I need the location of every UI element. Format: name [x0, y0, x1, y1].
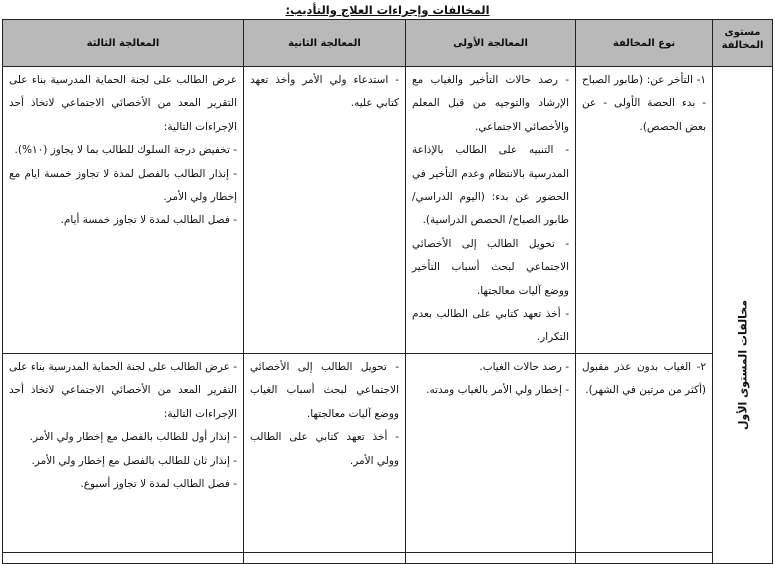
empty-cell	[406, 553, 576, 564]
violations-table	[2, 19, 773, 564]
table-row	[3, 67, 773, 354]
treatment-item: - إنذار ثان للطالب بالفصل مع إخطار ولي الأمر.	[31, 454, 237, 467]
table-header-row	[3, 20, 773, 67]
header-second-treatment: المعالجة الثانية	[244, 20, 406, 67]
third-treatment-cell	[3, 354, 244, 553]
treatment-item: - إخطار ولي الأمر بالغياب ومدته.	[426, 384, 569, 397]
treatment-item: - أخذ تعهد كتابي على الطالب بعدم التكرار.	[412, 308, 569, 344]
violation-cell: ٢- الغياب بدون عذر مقبول (أكثر من مرتين في الشهر).	[576, 354, 713, 553]
treatment-item: - رصد حالات التأخير والغياب مع الإرشاد والتوجيه من قبل المعلم والأخصائي الاجتماعي.	[412, 74, 569, 133]
treatment-item: - تحويل الطالب إلى الأخصائي الاجتماعي لبحث أسباب الغياب ووضع آليات معالجتها.	[250, 361, 399, 420]
third-treatment-cell	[3, 67, 244, 354]
table-row	[3, 354, 773, 553]
treatment-item: - تحويل الطالب إلى الأخصائي الاجتماعي لبحث أسباب التأخير ووضع آليات معالجتها.	[412, 237, 569, 297]
second-treatment-cell	[244, 354, 406, 553]
first-treatment-cell	[406, 67, 576, 354]
treatment-item: - رصد حالات الغياب.	[479, 361, 569, 373]
violation-cell: ١- التأخر عن: (طابور الصباح - بدء الحصة الأولى - عن بعض الحصص).	[576, 67, 713, 354]
second-treatment-cell	[244, 67, 406, 354]
treatment-item: - تخفيض درجة السلوك للطالب بما لا يجاوز (١٠%).	[14, 144, 237, 157]
treatment-item: - عرض الطالب على لجنة الحماية المدرسية بناء على التقرير المعد من الأخصائي الاجتماعي لاتخاذ أحد الإجراءات التالية:	[9, 361, 237, 420]
empty-cell	[244, 553, 406, 564]
treatment-item: عرض الطالب على لجنة الحماية المدرسية بناء على التقرير المعد من الأخصائي الاجتماعي لاتخاذ أحد الإجراءات التالية:	[9, 74, 237, 133]
header-third-treatment: المعالجة الثالثة	[3, 20, 244, 67]
header-first-treatment: المعالجة الأولى	[406, 20, 576, 67]
treatment-item: - إنذار الطالب بالفصل لمدة لا تجاوز خمسة ايام مع إخطار ولي الأمر.	[9, 167, 237, 204]
treatment-item: - فصل الطالب لمدة لا تجاوز خمسة أيام.	[60, 214, 237, 227]
treatment-item: - أخذ تعهد كتابي على الطالب وولي الأمر.	[250, 431, 399, 467]
header-violation-type: نوع المخالفة	[576, 20, 713, 67]
level-cell	[713, 67, 773, 564]
first-treatment-cell	[406, 354, 576, 553]
treatment-item: - فصل الطالب لمدة لا تجاوز أسبوع.	[80, 478, 237, 491]
page-title: المخالفات وإجراءات العلاج والتأديب:	[285, 3, 490, 17]
treatment-item: - استدعاء ولي الأمر وأخذ تعهد كتابي عليه.	[250, 74, 399, 110]
level-label: مخالفات المستوى الأول	[736, 299, 749, 430]
treatment-item: - إنذار أول للطالب بالفصل مع إخطار ولي الأمر.	[29, 431, 237, 444]
empty-cell	[576, 553, 713, 564]
header-level: مستوى المخالفة	[713, 20, 773, 67]
treatment-item: - التنبيه على الطالب بالإذاعة المدرسية بالانتظام وعدم التأخير في الحضور عن بدء: (اليوم الدراسي/ طابور الصباح/ الحصص الدراسية).	[412, 144, 569, 227]
table-row-partial	[3, 553, 773, 564]
empty-cell	[3, 553, 244, 564]
